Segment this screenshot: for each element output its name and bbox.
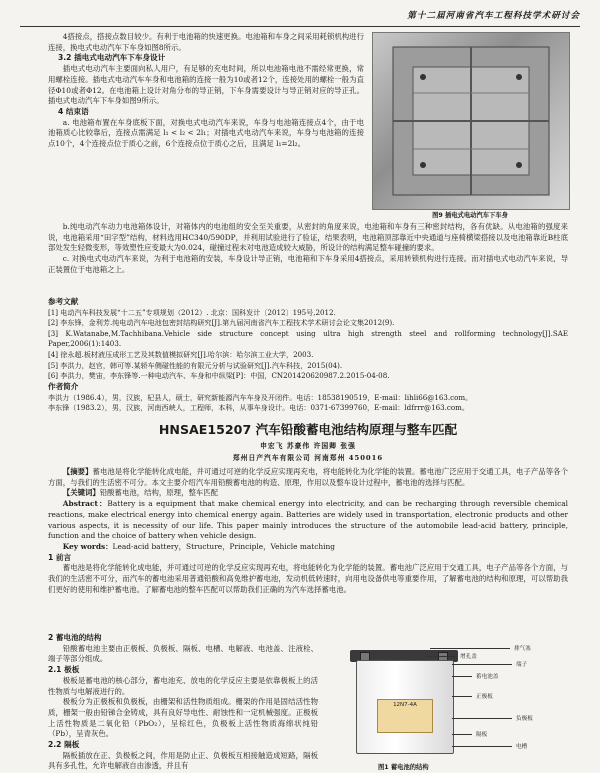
author-bio-heading: 作者简介 [48,381,79,391]
reference-item: [1] 电动汽车科技发展“十二五”专项规划（2012）. 北京：国科发计〔2012〕195号,2012. [48,307,336,317]
abstract-cn [48,467,568,488]
section-2-2-heading: 2.2 隔板 [48,740,80,750]
label-cap: 增孔盖 [460,654,477,660]
figure-battery-structure [326,642,556,754]
reference-item: [5] 李洪力，赵官，韩可等.某轿车侧碰性能的有限元分析与试验研究[J].汽车科技，2015(04). [48,360,343,370]
keywords-en [48,542,568,553]
keywords-cn-text: 铅酸蓄电池，结构，原理，整车匹配 [99,488,219,498]
label-battery-lid: 蓄电池盖 [476,674,499,680]
article-affiliation: 郑州日产汽车有限公司 河南郑州 450016 [232,454,384,462]
label-terminal: 端子 [516,662,528,668]
reference-item: [2] 李东锋，金利芳.纯电动汽车电池包密封结构研究[J].第九届河南省汽车工程技术学术研讨会论文集2012(9). [48,318,395,328]
author-bio-2: 李东锋（1983.2），男，汉族，河南西峡人，工程师，本科，从事车身设计。电话：0371-67399760，E-mail：ldfrrr@163.com。 [48,403,469,413]
keywords-cn [48,488,568,499]
figure-underbody-image [372,32,570,210]
leader-line [452,734,472,735]
abstract-en [48,499,568,542]
leader-line [452,664,512,665]
section-2-1-body-1: 极板是蓄电池的核心部分，蓄电池充、放电的化学反应主要是依靠极板上的活性物质与电解液进行的。 [48,675,318,696]
reference-item: [4] 徐永超.板材液压成形工艺及其数值模拟研究[J].哈尔滨：哈尔滨工业大学，2003. [48,350,314,360]
label-vent-plug: 排气塞 [514,646,531,652]
section-1-body: 蓄电池是将化学能转化成电能，并可通过可逆的化学反应实现再充电，将电能转化为化学能的装置。蓄电池广泛应用于交通工具，电子产品等各个方面，与我们的生活密不可分，而汽车的蓄电池采用普通铅酸和高免维护蓄电池，发动机低转速时，向用电设备供电等重要作用，了解蓄电池的结构和原理，可以帮助我们更好的使用和维护蓄电池。了解蓄电池的整车匹配可以帮助我们正确的为汽车选择蓄电池。 [48,563,568,594]
conclusion-b: b.纯电动汽车动力电池箱体设计，对箱体内的电池组的安全至关重要，从密封的角度来说，电池箱和车身有三种密封结构，各有优缺。从电池箱的强度来说，电池箱采用“田字型”结构，材料选用HC340/590DP，并利用试验进行了验证，结果表明，电池箱顶部靠近中央通道与座椅横梁搭接以及电池箱靠近B柱底部处发生轻微变形，等效塑性应变最大为0.024，碰撞过程未对电池造成较大威胁，所设计的结构满足整车碰撞的要求。 [48,222,568,253]
leader-line [452,718,512,719]
section-1-heading: 1 前言 [48,552,72,562]
section-2-1-body-2: 极板分为正极板和负极板，由栅架和活性物质组成。栅架的作用是固结活性物质，栅架一般由铅锑合金铸成，具有良好导电性、耐蚀性和一定机械强度。正极板上活性物质是二氧化铅（PbO₂），呈棕红色，负极板上活性物质海绵状纯铅（Pb），呈青灰色。 [48,697,318,739]
reference-item: [3] K.Watanabe,M.Tachhibana.Vehicle side structure concept using ultra high strength steel and rollforming technology[J].SAE Paper,2006(1):1403. [48,328,568,349]
abstract-en-label: Abstract： [62,499,108,509]
section-2-1-heading: 2.1 极板 [48,665,80,675]
label-negative-plate: 负极板 [516,716,533,722]
leader-line [452,676,472,677]
section-2-heading: 2 蓄电池的结构 [48,633,102,642]
underbody-drawing [373,33,569,209]
leader-line [430,648,510,649]
figure-1-caption: 图1 蓄电池的结构 [378,764,429,771]
battery-case [356,660,454,754]
article-title: HNSAE15207 汽车铅酸蓄电池结构原理与整车匹配 [158,422,458,437]
battery-label: 12N7-4A [377,699,433,733]
section-2-2-body: 隔板插放在正、负极板之间，作用是防止正、负极板互相接触造成短路，隔板具有多孔性，允许电解液自由渗透，并且有 [48,750,318,771]
reference-item: [6] 李洪力，樊宙，李东锋等.一种电动汽车、车身和中纵梁[P]：中国，CN201420620987.2.2015-04-08. [48,371,390,381]
running-title: 第十二届河南省汽车工程科技学术研讨会 [407,11,580,21]
section-3-2-heading: 3.2 插电式电动汽车下车身设计 [58,53,166,63]
article-authors: 申宏飞 苏豪伟 许国卿 张强 [260,442,356,450]
references-block [48,297,568,414]
running-header [20,8,580,27]
label-container: 电槽 [516,744,528,750]
leader-line [426,656,456,657]
conclusion-a: a. 电池箱布置在车身底板下面，对换电式电动汽车来说，车身与电池箱连接点4个，由于电池箱质心比较靠后，连接点需满足 l₁ < l₂ < 2l₁；对插电式电动汽车来说，车身与电池箱的连接点10个，4个连接点位于质心之前，6个连接点位于质心之后，且满足 l₁=2l₂。 [48,117,364,149]
abstract-label: 【摘要】 [62,467,93,476]
label-separator: 隔板 [476,732,488,738]
keywords-label: 【关键词】 [62,488,100,498]
author-bio-1: 李洪力（1986.4），男，汉族，杞县人，硕士，研究新能源汽车车身及开闭件。电话：18538190519，E-mail：lihli66@163.com。 [48,392,473,402]
abstract-en-text: Battery is a equipment that make chemical energy into electricity, and can be recharging through reversible chemical reactions, make electrical energy into chemical energy again. Batteries are widely used in transportation, electronic products and other various aspects, it is necessity of our life. This paper mainly introduces the structure of the automobile lead-acid battery, principle, function and the choice of battery when vehicle design. [48,499,568,541]
conclusion-c: c. 对换电式电动汽车来说，为利于电池箱的安装，车身设计导正销，电池箱和下车身采用4搭接点，采用转锁机构进行连接。而对插电式电动汽车来说，导正装置位于电池箱之上。 [48,254,568,274]
intro-paragraph: 4搭接点，搭接点数目较少。有利于电池箱的快速更换。电池箱和车身之间采用耗锁机构进行连接，换电式电动汽车下车身如图8所示。 [48,32,364,52]
section-4-heading: 4 结束语 [58,106,89,116]
keywords-en-text: Lead-acid battery，Structure，Principle，Vehicle matching [112,541,336,551]
structure-column [48,633,318,772]
label-positive-plate: 正极板 [476,694,493,700]
leader-line [452,696,472,697]
leader-line [452,746,512,747]
keywords-en-label: Key words： [62,541,113,551]
abstract-block [48,467,568,595]
references-heading: 参考文献 [48,297,79,306]
conclusion-continued [48,222,568,276]
figure-9-caption: 图9 插电式电动汽车下车身 [432,212,508,219]
section-3-2-body: 插电式电动汽车主要面向私人用户，有足够的充电时间，所以电池箱电池不需经常更换，常用螺栓连接。插电式电动汽车车身和电池箱的连接一般为10或者12个，连接处用的螺栓一般为直径Φ10或者Φ12。在电池箱上设计对角分布的导正销，下车身需要设计与导正销对应的导正孔。插电式电动汽车下车身如图9所示。 [48,64,364,106]
section-2-body: 铅酸蓄电池主要由正极板、负极板、隔板、电槽、电解液、电池盖、注液栓、端子等部分组成。 [48,643,318,664]
abstract-cn-text: 蓄电池是将化学能转化成电能，并可通过可逆的化学反应实现再充电，将电能转化为化学能的装置。蓄电池广泛应用于交通工具，电子产品等各个方面，与我们的生活密不可分。本文主要介绍汽车用铅酸蓄电池的构造、原理，作用以及整车设计过程中，蓄电池的选择与匹配。 [48,467,568,487]
left-column [48,32,364,150]
